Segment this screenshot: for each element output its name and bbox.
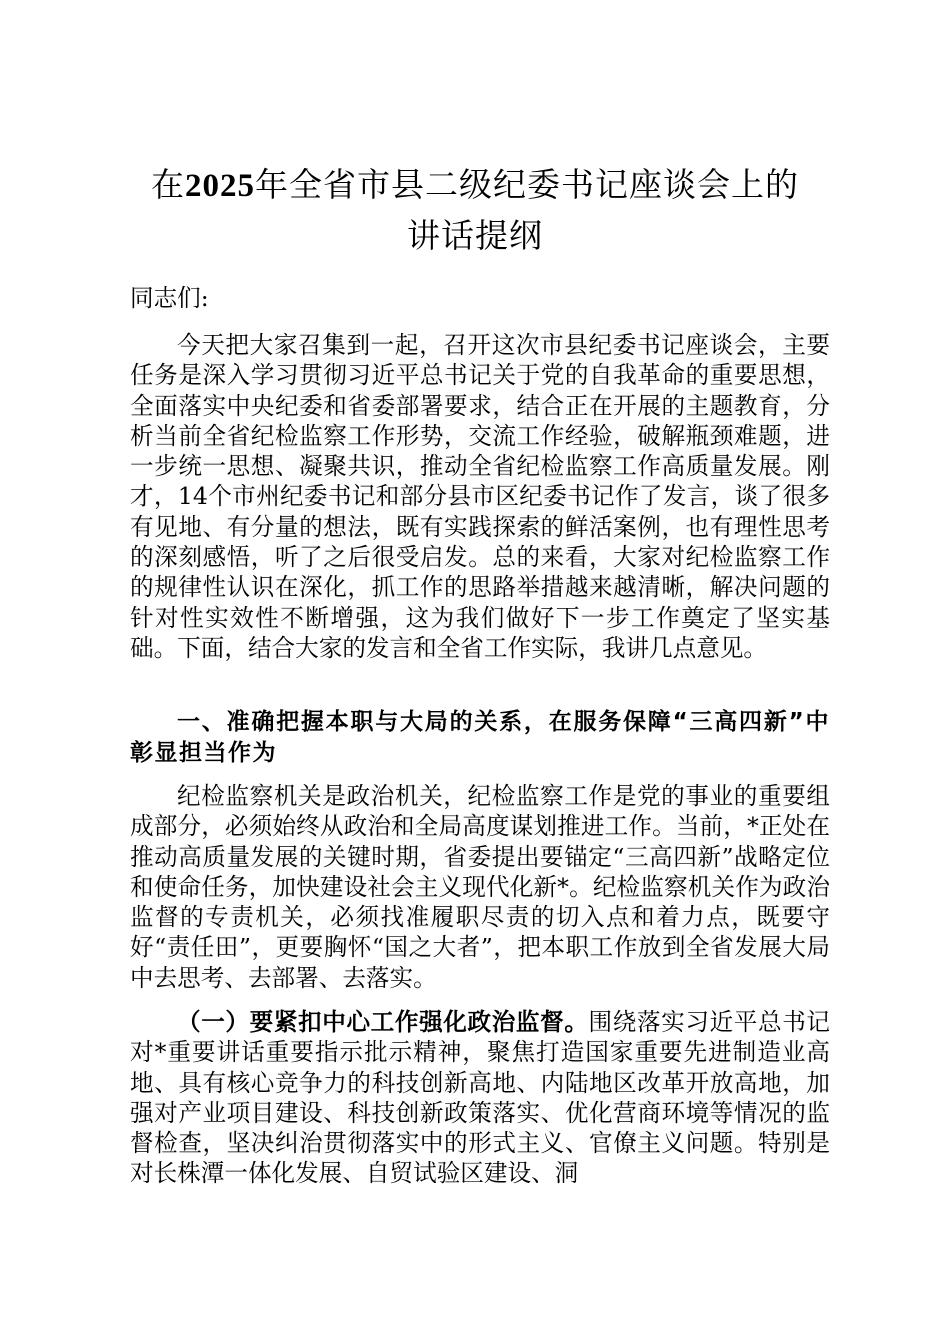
title-year: 2025 [185, 168, 255, 204]
title-prefix: 在 [151, 165, 185, 204]
paragraph-intro: 今天把大家召集到一起，召开这次市县纪委书记座谈会，主要任务是深入学习贯彻习近平总书记关于党的自我革命的重要思想，全面落实中央纪委和省委部署要求，结合正在开展的主题教育，分析当前全省纪检监察工作形势，交流工作经验，破解瓶颈难题，进一步统一思想、凝聚共识，推动全省纪检监察工作高质量发展。刚才，14个市州纪委书记和部分县市区纪委书记作了发言，谈了很多有见地、有分量的想法，既有实践探索的鲜活案例，也有理性思考的深刻感悟，听了之后很受启发。总的来看，大家对纪检监察工作的规律性认识在深化，抓工作的思路举措越来越清晰，解决问题的针对性实效性不断增强，这为我们做好下一步工作奠定了坚实基础。下面，结合大家的发言和全省工作实际，我讲几点意见。 [130, 331, 830, 662]
document-title [100, 160, 850, 261]
paragraph-section-1: 纪检监察机关是政治机关，纪检监察工作是党的事业的重要组成部分，必须始终从政治和全局高度谋划推进工作。当前，*正处在推动高质量发展的关键时期，省委提出要锚定“三高四新”战略定位和使命任务，加快建设社会主义现代化新*。纪检监察机关作为政治监督的专责机关，必须找准履职尽责的切入点和着力点，既要守好“责任田”，更要胸怀“国之大者”，把本职工作放到全省发展大局中去思考、去部署、去落实。 [130, 782, 830, 992]
greeting: 同志们: [130, 284, 209, 312]
subsection-body-1: 围绕落实习近平总书记对*重要讲话重要指示批示精神，聚焦打造国家重要先进制造业高地、具有核心竞争力的科技创新高地、内陆地区改革开放高地，加强对产业项目建设、科技创新政策落实、优化营商环境等情况的监督检查，坚决纠治贯彻落实中的形式主义、官僚主义问题。特别是对长株潭一体化发展、自贸试验区建设、洞 [130, 1008, 831, 1188]
title-line-2: 讲话提纲 [407, 216, 543, 255]
subsection-heading-1: （一）要紧扣中心工作强化政治监督。 [177, 1008, 589, 1036]
paragraph-subsection-1 [130, 1007, 830, 1189]
title-suffix: 年全省市县二级纪委书记座谈会上的 [255, 165, 799, 204]
section-heading-1: 一、准确把握本职与大局的关系，在服务保障“三高四新”中彰显担当作为 [130, 709, 830, 766]
